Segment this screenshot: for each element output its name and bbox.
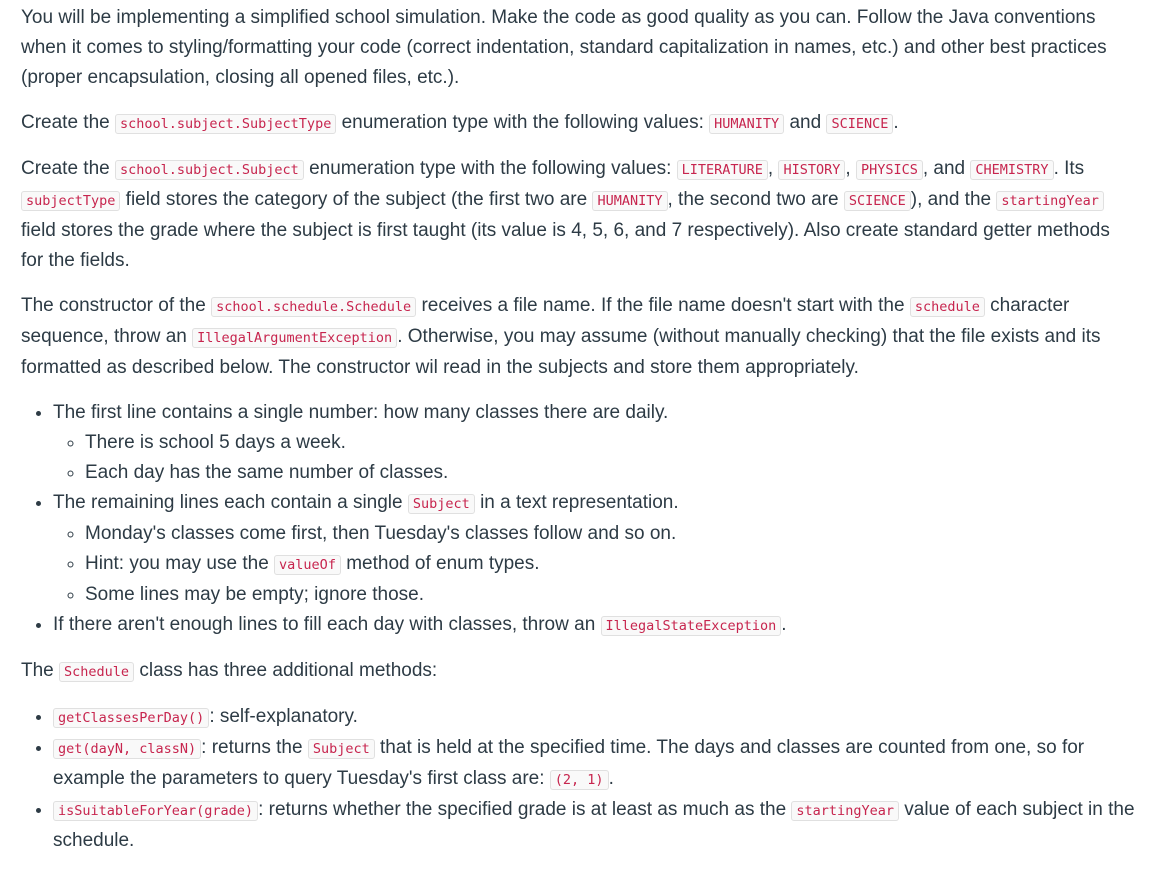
list-item: ◦ Some lines may be empty; ignore those. [85, 580, 1136, 610]
subject-type-paragraph: Create the school.subject.SubjectType enumeration type with the following values: HUMANITY and SCIENCE . [21, 112, 899, 133]
inline-code: valueOf [274, 555, 341, 575]
intro-paragraph: You will be implementing a simplified school simulation. Make the code as good quality as you can. Follow the Java conventions when it comes to styling/formatting your code (correct indentation, standard capitalization in names, etc.) and other best practices (proper encapsulation, closing all opened files, etc.). [21, 7, 1107, 88]
assignment-description [21, 3, 1136, 856]
inline-code: HISTORY [778, 160, 845, 180]
inline-code: subjectType [21, 191, 120, 211]
list-item: • The remaining lines each contain a single Subject in a text representation. ◦ Monday's classes come first, then Tuesday's classes follow and so on. ◦ Hint: you may use the valueOf method of enum types. ◦ Some lines may be empty; ignore those. [53, 488, 1136, 610]
subject-paragraph: Create the school.subject.Subject enumeration type with the following values: LITERATURE , HISTORY , PHYSICS , and CHEMISTRY . Its subjectType field stores the category of the subject (the first two are HUMANITY , the second two are SCIENCE ), and the startingYear field stores the grade where the subject is first taught (its value is 4, 5, 6, and 7 respectively). Also create standard getter methods for the fields. [21, 158, 1110, 271]
inline-code: getClassesPerDay() [53, 708, 209, 728]
inline-code: startingYear [791, 801, 899, 821]
file-format-list [21, 398, 1136, 641]
list-item: ◦ There is school 5 days a week. [85, 428, 1136, 458]
inline-code: Subject [308, 739, 375, 759]
inline-code: school.subject.Subject [115, 160, 304, 180]
inline-code: CHEMISTRY [970, 160, 1053, 180]
methods-list [21, 702, 1136, 856]
list-item: • get(dayN, classN) : returns the Subject that is held at the specified time. The days and classes are counted from one, so for example the parameters to query Tuesday's first class are: (2, 1) . [53, 733, 1136, 795]
inline-code: HUMANITY [592, 191, 667, 211]
list-item: • If there aren't enough lines to fill each day with classes, throw an IllegalStateException . [53, 610, 1136, 641]
inline-code: IllegalArgumentException [192, 328, 397, 348]
inline-code: get(dayN, classN) [53, 739, 201, 759]
inline-code: Subject [408, 494, 475, 514]
inline-code: isSuitableForYear(grade) [53, 801, 258, 821]
methods-intro-paragraph: The Schedule class has three additional methods: [21, 660, 438, 681]
list-item: • isSuitableForYear(grade) : returns whether the specified grade is at least as much as the startingYear value of each subject in the schedule. [53, 795, 1136, 856]
schedule-constructor-paragraph: The constructor of the school.schedule.Schedule receives a file name. If the file name doesn't start with the schedule character sequence, throw an IllegalArgumentException . Otherwise, you may assume (without manually checking) that the file exists and its formatted as described below. The constructor wil read in the subjects and store them appropriately. [21, 295, 1101, 378]
list-item: ◦ Monday's classes come first, then Tuesday's classes follow and so on. [85, 519, 1136, 549]
sub-list [53, 519, 1136, 610]
inline-code: SCIENCE [826, 114, 893, 134]
list-item: • getClassesPerDay() : self-explanatory. [53, 702, 1136, 733]
list-item: ◦ Hint: you may use the valueOf method of enum types. [85, 549, 1136, 580]
inline-code: LITERATURE [677, 160, 768, 180]
inline-code: startingYear [996, 191, 1104, 211]
inline-code: (2, 1) [550, 770, 609, 790]
inline-code: school.subject.SubjectType [115, 114, 336, 134]
inline-code: HUMANITY [709, 114, 784, 134]
inline-code: schedule [910, 297, 985, 317]
inline-code: PHYSICS [856, 160, 923, 180]
sub-list [53, 428, 1136, 488]
list-item: ◦ Each day has the same number of classes. [85, 458, 1136, 488]
inline-code: school.schedule.Schedule [211, 297, 416, 317]
inline-code: IllegalStateException [601, 616, 782, 636]
inline-code: Schedule [59, 662, 134, 682]
list-item: • The first line contains a single number: how many classes there are daily. ◦ There is school 5 days a week. ◦ Each day has the same number of classes. [53, 398, 1136, 488]
inline-code: SCIENCE [844, 191, 911, 211]
